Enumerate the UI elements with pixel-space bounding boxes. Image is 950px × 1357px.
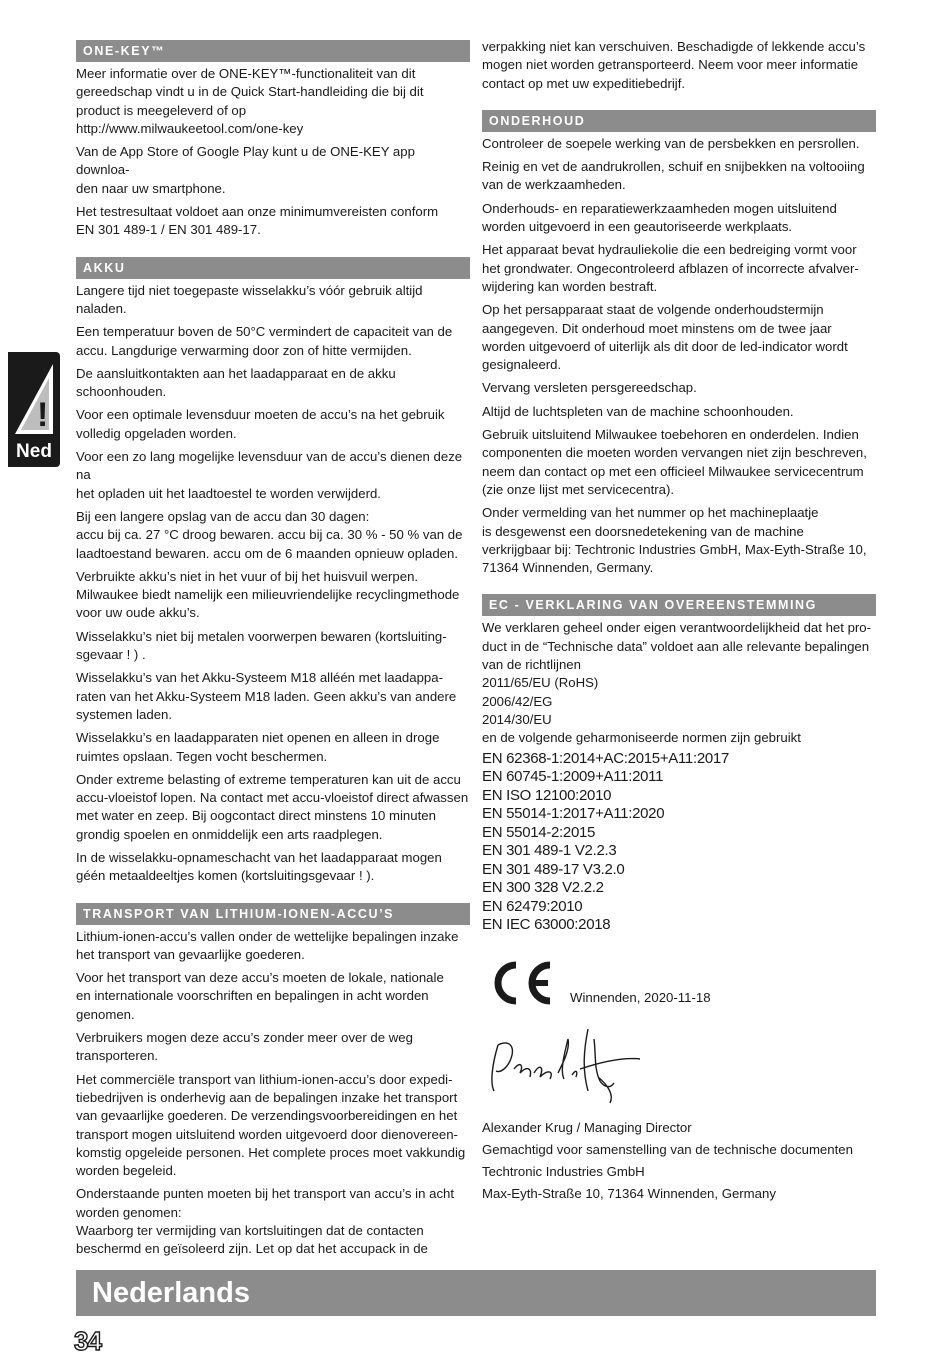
paragraph: In de wisselakku-opnameschacht van het laadapparaat mogen géén metaaldeeltjes komen (kortsluitingsgevaar ! ). [76, 849, 442, 884]
footer-language-title: Nederlands [92, 1277, 250, 1309]
norm-item: EN ISO 12100:2010 [482, 786, 612, 804]
authorized-person: Gemachtigd voor samenstelling van de technische documenten [482, 1141, 853, 1157]
section-heading-onderhoud: ONDERHOUD [482, 110, 876, 132]
language-side-tab [8, 352, 60, 467]
norm-item: EN 301 489-1 V2.2.3 [482, 842, 617, 859]
section-heading-one-key: ONE-KEY™ [76, 40, 470, 62]
paragraph: Reinig en vet de aandrukrollen, schuif en snijbekken na voltooiing van de werkzaamheden. [482, 159, 865, 193]
paragraph: Bij een langere opslag van de accu dan 30 dagen: accu bij ca. 27 °C droog bewaren. accu bij ca. 30 % - 50 % van de laadtoestand bewaren. accu om de 6 maanden opnieuw opladen. [76, 508, 463, 561]
norm-item: EN 301 489-17 V3.2.0 [482, 860, 625, 878]
paragraph: Onder extreme belasting of extreme temperaturen kan uit de accu accu-vloeistof lopen. Na contact met accu-vloeistof direct afwassen met water en zeep. Bij oogcontact direct minstens 10 minuten grondig spoelen en onmiddelijk een arts raadplegen. [76, 771, 469, 842]
footer-language-bar [76, 1270, 876, 1316]
norm-item: EN 62479:2010 [482, 897, 583, 915]
place-date: Winnenden, 2020-11-18 [570, 989, 711, 1005]
paragraph: Altijd de luchtspleten van de machine schoonhouden. [482, 403, 794, 419]
norm-item: EN IEC 63000:2018 [482, 916, 611, 933]
paragraph: Verbruikers mogen deze accu’s zonder meer over de weg transporteren. [76, 1030, 413, 1064]
paragraph: Het testresultaat voldoet aan onze minimumvereisten conform EN 301 489-1 / EN 301 489-17. [76, 204, 439, 238]
paragraph: Voor het transport van deze accu’s moeten de lokale, nationale en internationale voorschriften en bepalingen in acht worden genomen. [76, 970, 444, 1022]
ce-mark-icon [486, 959, 556, 1007]
ce-row [482, 959, 876, 1015]
paragraph: Langere tijd niet toegepaste wisselakku’s vóór gebruik altijd naladen. [76, 282, 423, 316]
signatory-block [482, 1117, 876, 1205]
paragraph: Wisselakku’s van het Akku-Systeem M18 alléén met laadappa- raten van het Akku-Systeem M18 laden. Geen akku’s van andere systemen laden. [76, 670, 457, 722]
paragraph: Meer informatie over de ONE-KEY™-functionaliteit van dit gereedschap vindt u in de Quick Start-handleiding die bij dit product is meegeleverd of op http://www.milwaukeetool.com/one-key [76, 66, 424, 136]
paragraph: Wisselakku’s niet bij metalen voorwerpen bewaren (kortsluiting- sgevaar ! ) . [76, 628, 447, 663]
paragraph: Controleer de soepele werking van de persbekken en persrollen. [482, 135, 860, 151]
section-heading-transport: TRANSPORT VAN LITHIUM-IONEN-ACCU’S [76, 903, 470, 925]
paragraph: Verbruikte akku’s niet in het vuur of bij het huisvuil werpen. Milwaukee biedt namelijk een milieuvriendelijke recyclingmethode voor uw oude akku’s. [76, 568, 460, 621]
paragraph: Lithium-ionen-accu’s vallen onder de wettelijke bepalingen inzake het transport van gevaarlijke goederen. [76, 928, 459, 962]
left-column [76, 38, 470, 1264]
side-tab-label: Ned [16, 441, 52, 462]
right-column [482, 38, 876, 1205]
address: Max-Eyth-Straße 10, 71364 Winnenden, Germany [482, 1185, 776, 1201]
page-number: 34 [74, 1326, 101, 1356]
paragraph: Onder vermelding van het nummer op het machineplaatje is desgewenst een doorsnedetekening van de machine verkrijgbaar bij: Techtronic Industries GmbH, Max-Eyth-Straße 10, 71364 Winnenden, Germany. [482, 505, 867, 576]
paragraph: Onderhouds- en reparatiewerkzaamheden mogen uitsluitend worden uitgevoerd in een geautoriseerde werkplaats. [482, 200, 837, 235]
ec-intro: We verklaren geheel onder eigen verantwoordelijkheid dat het pro- duct in de “Technische data” voldoet aan alle relevante bepalingen van de richtlijnen 2011/65/EU (RoHS) 2006/42/EG 2014/30/EU en de volgende geharmoniseerde normen zijn gebruikt [482, 620, 872, 746]
paragraph: Op het persapparaat staat de volgende onderhoudstermijn aangegeven. Dit onderhoud moet minstens om de twee jaar worden uitgevoerd of uiterlijk als dit door de led-indicator wordt gesignaleerd. [482, 302, 848, 373]
paragraph: Wisselakku’s en laadapparaten niet openen en alleen in droge ruimtes opslaan. Tegen vocht beschermen. [76, 730, 440, 764]
paragraph: Gebruik uitsluitend Milwaukee toebehoren en onderdelen. Indien componenten die moeten worden vervangen niet zijn beschreven, neem dan contact op met een officieel Milwaukee servicecentrum (zie onze lijst met servicecentra). [482, 427, 867, 497]
signature-image [484, 1025, 654, 1107]
norm-item: EN 55014-1:2017+A11:2020 [482, 805, 665, 822]
company: Techtronic Industries GmbH [482, 1163, 645, 1179]
norm-item: EN 60745-1:2009+A11:2011 [482, 768, 664, 785]
paragraph: Voor een zo lang mogelijke levensduur van de accu’s dienen deze na het opladen uit het laadtoestel te worden verwijderd. [76, 449, 463, 501]
norm-item: EN 55014-2:2015 [482, 823, 596, 841]
svg-text:!: ! [37, 396, 49, 434]
paragraph-continuation: verpakking niet kan verschuiven. Beschadigde of lekkende accu’s mogen niet worden getransporteerd. Neem voor meer informatie contact op met uw expeditiebedrijf. [482, 39, 866, 91]
paragraph: Vervang versleten persgereedschap. [482, 380, 697, 396]
paragraph: Onderstaande punten moeten bij het transport van accu’s in acht worden genomen: Waarborg ter vermijding van kortsluitingen dat de contacten beschermd en geïsoleerd zijn. Let op dat het accupack in de [76, 1186, 455, 1257]
section-heading-ec-declaration: EC - VERKLARING VAN OVEREENSTEMMING [482, 594, 876, 616]
warning-icon [11, 360, 57, 438]
norm-item: EN 300 328 V2.2.2 [482, 879, 604, 896]
paragraph: De aansluitkontakten aan het laadapparaat en de akku schoonhouden. [76, 365, 396, 400]
paragraph: Het apparaat bevat hydrauliekolie die een bedreiging vormt voor het grondwater. Ongecontroleerd afblazen of incorrecte afvalver- wijdering kan worden bestraft. [482, 242, 859, 294]
signer: Alexander Krug / Managing Director [482, 1119, 692, 1135]
paragraph: Het commerciële transport van lithium-ionen-accu’s door expedi- tiebedrijven is onderhevig aan de bepalingen inzake het transport van gevaarlijke goederen. De verzendingsvoorbereidingen en het transport mogen uitsluitend worden uitgevoerd door dienovereen- komstig opgeleide personen. Het complete proces moet vakkundig worden begeleid. [76, 1071, 466, 1179]
norms-list [482, 750, 876, 935]
paragraph: Voor een optimale levensduur moeten de accu’s na het gebruik volledig opgeladen worden. [76, 407, 445, 441]
paragraph: Van de App Store of Google Play kunt u de ONE-KEY app downloa- den naar uw smartphone. [76, 144, 415, 196]
section-heading-akku: AKKU [76, 257, 470, 279]
norm-item: EN 62368-1:2014+AC:2015+A11:2017 [482, 749, 729, 767]
paragraph: Een temperatuur boven de 50°C vermindert de capaciteit van de accu. Langdurige verwarming door zon of hitte vermijden. [76, 324, 453, 358]
